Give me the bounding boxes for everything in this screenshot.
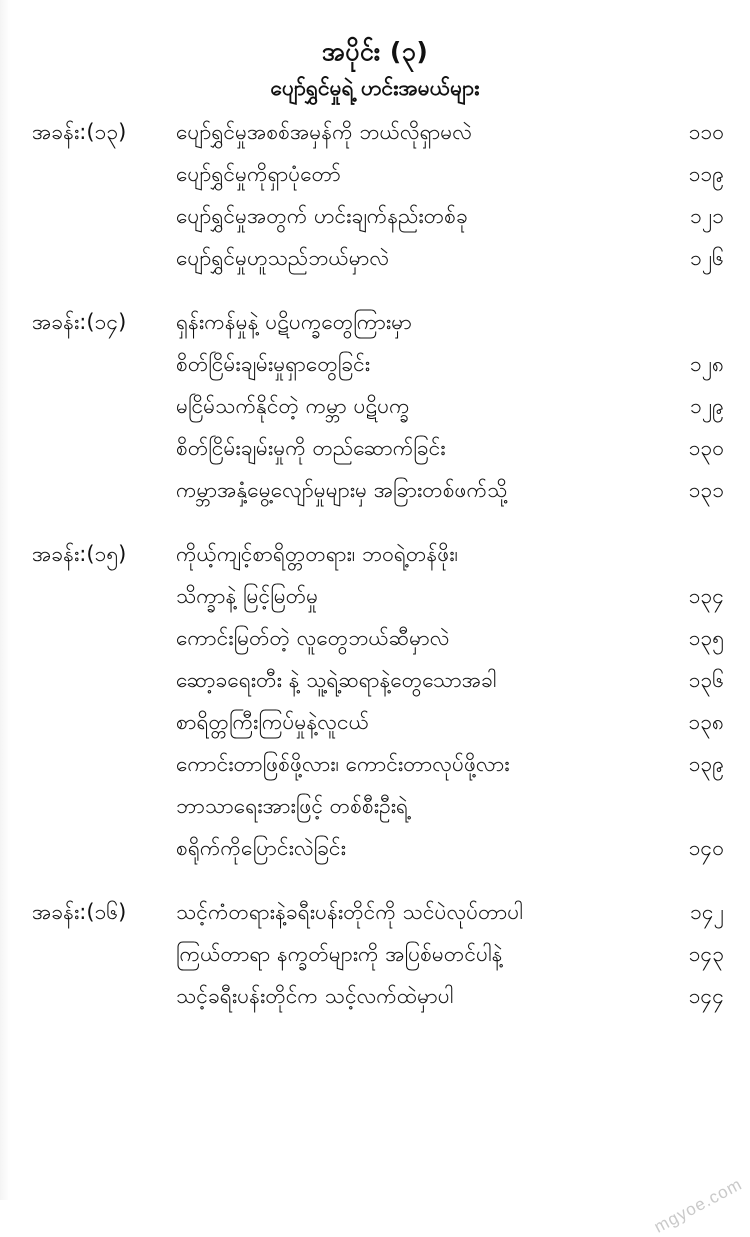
toc-row[interactable]: [26, 202, 724, 244]
toc-row[interactable]: [26, 666, 724, 708]
toc-row[interactable]: [26, 434, 724, 476]
entry-page: ၁၂၈: [689, 351, 724, 376]
entry-page: ၁၄၄: [688, 983, 724, 1008]
table-of-contents: [26, 118, 724, 1024]
entry-title: ကိုယ့်ကျင့်စာရိတ္တတရား၊ ဘဝရဲ့တန်ဖိုး၊: [176, 541, 458, 566]
toc-row[interactable]: [26, 708, 724, 750]
entry-title: စိတ်ငြိမ်းချမ်းမှုရှာတွေခြင်း: [176, 351, 371, 376]
entry-title: ဆော့ခရေးတီး နဲ့ သူ့ရဲ့ဆရာနဲ့တွေသောအခါ: [176, 667, 497, 692]
entry-page: ၁၁၉: [688, 161, 724, 186]
entry-title: စာရိတ္တကြီးကြပ်မှုနဲ့လူငယ်: [176, 709, 369, 734]
entry-title: သိက္ခာနဲ့ မြင့်မြတ်မှု: [176, 583, 319, 608]
entry-title: ပျော်ရွှင်မှုအစစ်အမှန်ကို ဘယ်လိုရှာမလဲ: [176, 119, 472, 144]
chapter-label: အခန်း:(၁၅): [32, 541, 127, 566]
chapter-label: အခန်း:(၁၃): [32, 119, 127, 144]
entry-title: ပျော်ရွှင်မှုကိုရှာပုံတော်: [176, 161, 341, 186]
toc-row[interactable]: [26, 582, 724, 624]
toc-row[interactable]: [26, 898, 724, 940]
entry-title: ကြယ်တာရာ နက္ခတ်များကို အပြစ်မတင်ပါနဲ့: [176, 941, 503, 966]
entry-title: ရှန်းကန်မှုနဲ့ ပဋိပက္ခတွေကြားမှာ: [176, 309, 412, 334]
entry-page: ၁၃၅: [688, 625, 724, 650]
toc-row[interactable]: [26, 118, 724, 160]
toc-row[interactable]: [26, 624, 724, 666]
entry-title: ကောင်းတာဖြစ်ဖို့လား၊ ကောင်းတာလုပ်ဖို့လား: [176, 751, 510, 776]
entry-page: ၁၄၂: [690, 899, 724, 924]
toc-row[interactable]: [26, 540, 724, 582]
entry-page: ၁၃၈: [688, 709, 724, 734]
entry-page: ၁၃၉: [688, 751, 724, 776]
toc-section: [26, 540, 724, 876]
entry-page: ၁၂၉: [690, 393, 724, 418]
page-title: အပိုင်း (၃): [321, 37, 429, 66]
entry-page: ၁၄၃: [688, 941, 724, 966]
entry-title: သင့်ခရီးပန်းတိုင်က သင့်လက်ထဲမှာပါ: [176, 983, 454, 1008]
entry-page: ၁၃၄: [688, 583, 724, 608]
toc-row[interactable]: [26, 750, 724, 792]
page-subtitle: ပျော်ရွှင်မှုရဲ့ ဟင်းအမယ်များ: [270, 75, 480, 100]
entry-page: ၁၃၁: [688, 477, 724, 502]
toc-row[interactable]: [26, 476, 724, 518]
entry-title: သင့်ကံတရားနဲ့ခရီးပန်းတိုင်ကို သင်ပဲလုပ်တာပါ: [176, 899, 523, 924]
entry-title: ဘာသာရေးအားဖြင့် တစ်စီးဦးရဲ့: [176, 793, 409, 818]
toc-section: [26, 308, 724, 518]
chapter-label: အခန်း:(၁၆): [32, 899, 127, 924]
entry-page: ၁၃၀: [688, 435, 724, 460]
entry-title: ပျော်ရွှင်မှုအတွက် ဟင်းချက်နည်းတစ်ခု: [176, 203, 468, 228]
entry-title: မငြိမ်သက်နိုင်တဲ့ ကမ္ဘာ ပဋိပက္ခ: [176, 393, 410, 418]
toc-row[interactable]: [26, 834, 724, 876]
toc-row[interactable]: [26, 350, 724, 392]
watermark: mgyoe.com: [651, 1174, 746, 1237]
toc-row[interactable]: [26, 392, 724, 434]
toc-row[interactable]: [26, 792, 724, 834]
toc-row[interactable]: [26, 160, 724, 202]
toc-section: [26, 898, 724, 1024]
chapter-label: အခန်း:(၁၄): [32, 309, 127, 334]
entry-title: စရိုက်ကိုပြောင်းလဲခြင်း: [176, 835, 346, 860]
entry-title: ကမ္ဘာအနှံ့မွေ့လျော်မှုများမှ အခြားတစ်ဖက်သို့: [176, 477, 508, 502]
entry-title: ပျော်ရွှင်မှုဟူသည်ဘယ်မှာလဲ: [176, 245, 390, 270]
toc-section: [26, 118, 724, 286]
entry-page: ၁၂၁: [690, 203, 724, 228]
toc-row[interactable]: [26, 940, 724, 982]
entry-title: စိတ်ငြိမ်းချမ်းမှုကို တည်ဆောက်ခြင်း: [176, 435, 446, 460]
entry-page: ၁၂၆: [690, 245, 724, 270]
toc-row[interactable]: [26, 982, 724, 1024]
entry-page: ၁၁၀: [688, 119, 724, 144]
entry-title: ကောင်းမြတ်တဲ့ လူတွေဘယ်ဆီမှာလဲ: [176, 625, 450, 650]
toc-row[interactable]: [26, 308, 724, 350]
page-edge-shading: [0, 0, 10, 1200]
toc-row[interactable]: [26, 244, 724, 286]
entry-page: ၁၄၀: [688, 835, 724, 860]
entry-page: ၁၃၆: [688, 667, 724, 692]
